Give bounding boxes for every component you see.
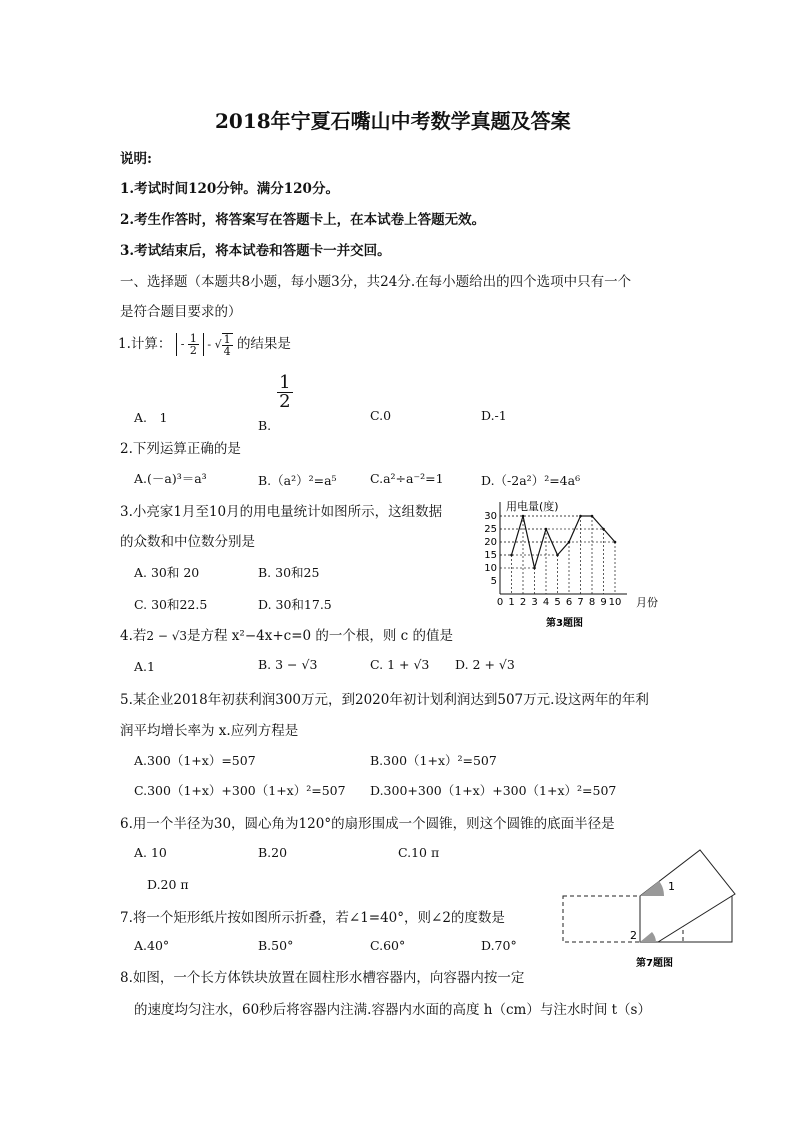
q5-option-a: A.300（1+x）=507 [134, 753, 256, 768]
chart-series-segment [558, 542, 570, 555]
question-2: 2.下列运算正确的是 [120, 441, 241, 457]
chart-y-tick: 15 [484, 550, 497, 561]
chart-x-tick: 9 [600, 597, 607, 608]
question-3-cont: 的众数和中位数分别是 [120, 534, 255, 550]
chart-x-tick: 4 [542, 597, 550, 608]
q6-option-a: A. 10 [134, 845, 167, 860]
q4-option-d: D. 2 + √3 [455, 657, 515, 672]
q1-suffix: 的结果是 [236, 336, 291, 352]
q1-prefix: 1.计算： [118, 336, 172, 352]
chart-y-tick: 30 [484, 511, 497, 522]
note-item: 3.考试结束后，将本试卷和答题卡一并交回。 [120, 243, 391, 259]
chart-y-tick: 20 [484, 537, 497, 548]
chart-data-point [614, 541, 617, 544]
chart-data-point [545, 528, 548, 531]
angle-1-label: 1 [668, 880, 675, 893]
q4-option-c: C. 1 + √3 [370, 657, 430, 672]
chart-x-tick: 0 [496, 597, 504, 608]
q1-option-b: B. $\frac{1}{2}$ [258, 372, 291, 433]
q7-option-b: B.50° [258, 938, 294, 953]
q2-option-d: D.（-2a²）²=4a⁶ [481, 473, 581, 488]
q7-option-d: D.70° [481, 938, 517, 953]
chart-y-tick: 25 [484, 524, 497, 535]
chart-caption: 第3题图 [546, 618, 583, 629]
chart-x-tick: 5 [554, 597, 561, 608]
q6-option-b: B.20 [258, 845, 288, 860]
question-5: 5.某企业2018年初获利润300万元，到2020年初计划利润达到507万元.设这两年的年利 [120, 692, 649, 708]
question-6: 6.用一个半径为30，圆心角为120°的扇形围成一个圆锥，则这个圆锥的底面半径是 [120, 816, 615, 832]
section-heading: 一、选择题（本题共8小题，每小题3分，共24分.在每小题给出的四个选项中只有一个 [120, 274, 632, 290]
chart-series-segment [569, 516, 581, 542]
folded-rectangle-figure [560, 842, 740, 972]
chart-x-tick: 1 [508, 597, 515, 608]
notes-heading: 说明: [120, 151, 152, 167]
angle-2-label: 2 [630, 929, 637, 942]
question-3: 3.小亮家1月至10月的用电量统计如图所示，这组数据 [120, 504, 443, 520]
q1-option-c: C.0 [370, 408, 392, 423]
angle-1-mark [640, 881, 664, 896]
q3-option-c: C. 30和22.5 [134, 597, 208, 612]
chart-x-tick: 7 [577, 597, 584, 608]
chart-y-tick: 5 [490, 576, 497, 587]
chart-data-point [579, 515, 582, 518]
chart-data-point [556, 554, 559, 557]
chart-series-segment [592, 516, 604, 529]
q4-root-expression: 2 − √3 [146, 629, 187, 643]
electricity-line-chart [478, 494, 668, 634]
chart-x-tick: 2 [519, 597, 527, 608]
chart-x-tick: 3 [531, 597, 538, 608]
q5-option-b: B.300（1+x）²=507 [370, 753, 497, 768]
chart-series-segment [546, 529, 558, 555]
q2-option-c: C.a²÷a⁻²=1 [370, 471, 444, 486]
question-1 [118, 332, 291, 357]
chart-x-tick: 8 [588, 597, 596, 608]
question-4: 4.若2 − √3是方程 x²−4x+c=0 的一个根，则 c 的值是 [120, 628, 454, 644]
question-8-cont: 的速度均匀注水，60秒后将容器内注满.容器内水面的高度 h（cm）与注水时间 t（s） [134, 1002, 651, 1018]
chart-y-label: 用电量(度) [506, 500, 559, 513]
q5-option-d: D.300+300（1+x）+300（1+x）²=507 [370, 783, 617, 798]
chart-series-segment [512, 516, 524, 555]
q1-option-a: A. 1 [134, 410, 168, 425]
question-5-cont: 润平均增长率为 x.应列方程是 [120, 723, 299, 739]
chart-data-point [533, 567, 536, 570]
q2-option-b: B.（a²）²=a⁵ [258, 473, 337, 488]
chart-data-point [591, 515, 594, 518]
q4-option-b: B. 3 − √3 [258, 657, 318, 672]
q3-option-d: D. 30和17.5 [258, 597, 332, 612]
chart-x-tick: 6 [565, 597, 573, 608]
q3-option-b: B. 30和25 [258, 565, 320, 580]
q5-option-c: C.300（1+x）+300（1+x）²=507 [134, 783, 346, 798]
chart-x-tick: 10 [608, 597, 622, 608]
note-item: 2.考生作答时，将答案写在答题卡上，在本试卷上答题无效。 [120, 212, 486, 228]
chart-data-point [510, 554, 513, 557]
chart-x-label: 月份 [636, 596, 658, 609]
q2-option-a: A.(－a)³＝a³ [134, 471, 207, 486]
q3-option-a: A. 30和 20 [134, 565, 200, 580]
q1-option-d: D.-1 [481, 408, 507, 423]
q6-option-d: D.20 π [147, 877, 189, 892]
q7-option-c: C.60° [370, 938, 406, 953]
page-title: 2018年宁夏石嘴山中考数学真题及答案 [215, 109, 571, 133]
question-7: 7.将一个矩形纸片按如图所示折叠，若∠1=40°，则∠2的度数是 [120, 910, 505, 926]
section-heading-cont: 是符合题目要求的） [120, 304, 242, 320]
q4-option-a: A.1 [134, 659, 155, 674]
chart-data-point [602, 528, 605, 531]
question-8: 8.如图，一个长方体铁块放置在圆柱形水槽容器内，向容器内按一定 [120, 970, 525, 986]
chart-series-segment [535, 529, 547, 568]
note-item: 1.考试时间120分钟。满分120分。 [120, 181, 339, 197]
chart-data-point [522, 515, 525, 518]
q7-option-a: A.40° [134, 938, 170, 953]
chart-data-point [568, 541, 571, 544]
chart-series-segment [604, 529, 616, 542]
figure-7-caption: 第7题图 [636, 958, 673, 969]
chart-y-tick: 10 [484, 563, 497, 574]
q1-expression: - $\frac{1}{2}$ - √ $\frac{1}{4}$ [176, 333, 233, 357]
q6-option-c: C.10 π [398, 845, 440, 860]
